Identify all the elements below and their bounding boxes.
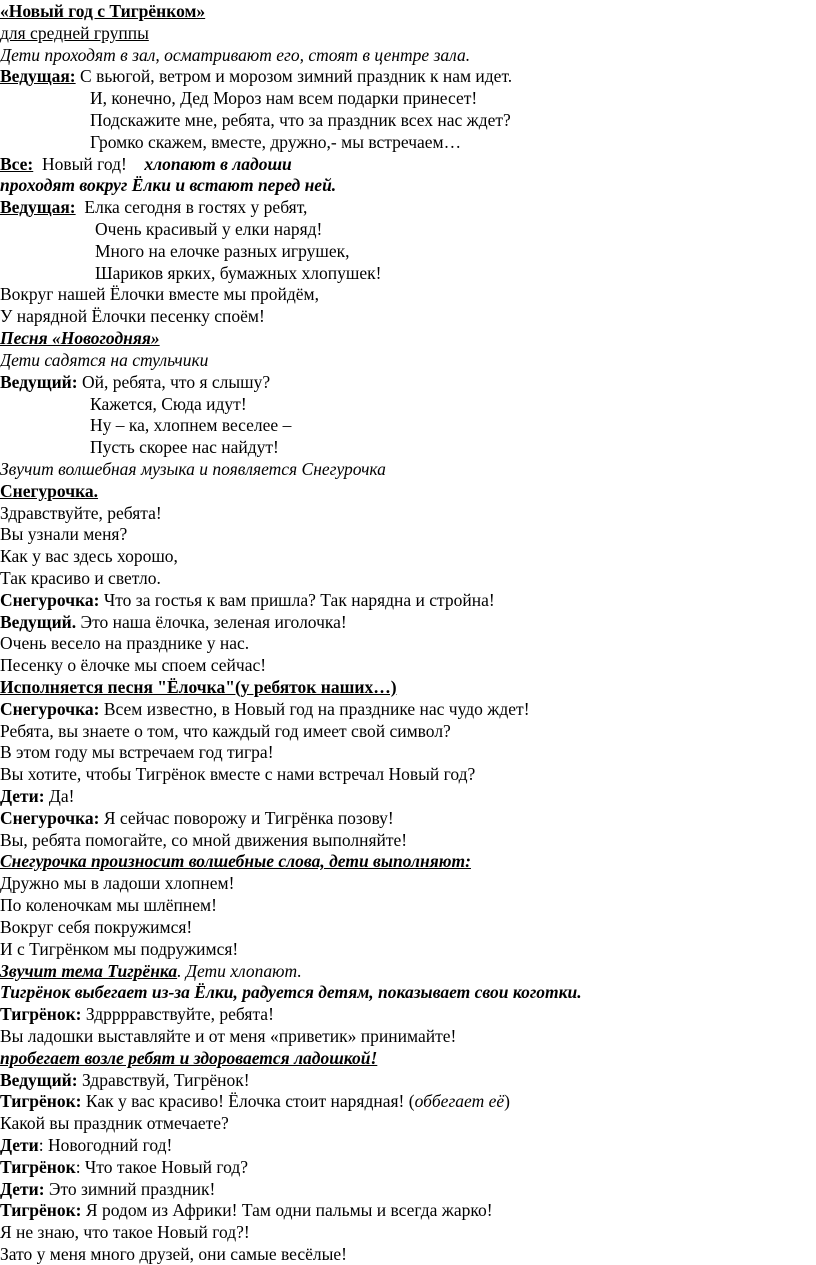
- verse-line: Вы узнали меня?: [0, 524, 128, 544]
- verse-line: Так красиво и светло.: [0, 568, 161, 588]
- stage-direction: пробегает возле ребят и здоровается ладошкой!: [0, 1048, 378, 1068]
- verse-line: Вы ладошки выставляйте и от меня «приветик» принимайте!: [0, 1026, 457, 1046]
- verse-line: Я не знаю, что такое Новый год?!: [0, 1222, 250, 1242]
- stage-direction: оббегает её: [414, 1091, 505, 1111]
- dialogue-line: [0, 1069, 250, 1091]
- dialogue-line: [0, 1090, 510, 1112]
- verse-line: Здравствуйте, ребята!: [0, 503, 162, 523]
- doc-subtitle: для средней группы: [0, 23, 149, 43]
- stage-direction: Звучит волшебная музыка и появляется Снегурочка: [0, 459, 386, 479]
- stage-direction: Тигрёнок выбегает из-за Ёлки, радуется детям, показывает свои коготки.: [0, 982, 582, 1002]
- dialogue-line: [0, 1003, 274, 1025]
- line-text: Здрррравствуйте, ребята!: [81, 1004, 274, 1024]
- speaker-label: Дети:: [0, 786, 45, 806]
- line-text: : Что такое Новый год?: [75, 1157, 248, 1177]
- dialogue-line: [0, 611, 347, 633]
- line-text: Как у вас красиво! Ёлочка стоит нарядная! (: [81, 1091, 415, 1111]
- song-heading: Песня «Новогодняя»: [0, 328, 160, 348]
- verse-line: Громко скажем, вместе, дружно,- мы встречаем…: [90, 132, 462, 152]
- speaker-label: Все:: [0, 154, 34, 174]
- music-cue: Звучит тема Тигрёнка: [0, 961, 178, 981]
- dialogue-line: [0, 1178, 215, 1200]
- dialogue-line: [0, 589, 495, 611]
- verse-line: У нарядной Ёлочки песенку споём!: [0, 306, 265, 326]
- stage-direction: Дети проходят в зал, осматривают его, стоят в центре зала.: [0, 45, 471, 65]
- speaker-heading: Снегурочка.: [0, 481, 99, 501]
- verse-line: Шариков ярких, бумажных хлопушек!: [95, 263, 382, 283]
- dialogue-line: [0, 1199, 493, 1221]
- song-heading: Исполняется песня "Ёлочка"(у ребяток наших…): [0, 677, 397, 697]
- line-text: Новый год!: [33, 154, 145, 174]
- speaker-label: Ведущий.: [0, 612, 77, 632]
- line-text: Ой, ребята, что я слышу?: [77, 372, 271, 392]
- speaker-label: Ведущая:: [0, 66, 76, 86]
- verse-line: Вокруг себя покружимся!: [0, 917, 193, 937]
- verse-line: Очень красивый у елки наряд!: [95, 219, 323, 239]
- verse-line: И, конечно, Дед Мороз нам всем подарки принесет!: [90, 88, 478, 108]
- speaker-label: Тигрёнок:: [0, 1200, 82, 1220]
- dialogue-line: [0, 371, 270, 393]
- line-text: Это наша ёлочка, зеленая иголочка!: [76, 612, 347, 632]
- stage-direction: хлопают в ладоши: [144, 154, 292, 174]
- verse-line: Как у вас здесь хорошо,: [0, 546, 178, 566]
- verse-line: Много на елочке разных игрушек,: [95, 241, 350, 261]
- speaker-label: Снегурочка:: [0, 590, 100, 610]
- stage-direction: [0, 960, 302, 982]
- line-text: . Дети хлопают.: [177, 961, 302, 981]
- speaker-label: Ведущий:: [0, 372, 78, 392]
- dialogue-line: [0, 196, 307, 218]
- line-text: ): [504, 1091, 510, 1111]
- verse-line: Ребята, вы знаете о том, что каждый год имеет свой символ?: [0, 721, 451, 741]
- dialogue-line: [0, 1156, 248, 1178]
- verse-line: И с Тигрёнком мы подружимся!: [0, 939, 239, 959]
- line-text: Что за гостья к вам пришла? Так нарядна и стройна!: [99, 590, 495, 610]
- line-text: Здравствуй, Тигрёнок!: [77, 1070, 250, 1090]
- verse-line: Песенку о ёлочке мы споем сейчас!: [0, 655, 267, 675]
- verse-line: По коленочкам мы шлёпнем!: [0, 895, 217, 915]
- speaker-label: Дети: [0, 1135, 39, 1155]
- line-text: Елка сегодня в гостях у ребят,: [75, 197, 308, 217]
- stage-direction: Снегурочка произносит волшебные слова, дети выполняют:: [0, 851, 471, 871]
- line-text: Это зимний праздник!: [44, 1179, 216, 1199]
- speaker-label: Тигрёнок: [0, 1157, 76, 1177]
- line-text: Да!: [44, 786, 75, 806]
- dialogue-line: [0, 698, 530, 720]
- speaker-label: Дети:: [0, 1179, 45, 1199]
- line-text: Я сейчас поворожу и Тигрёнка позову!: [99, 808, 394, 828]
- line-text: С вьюгой, ветром и морозом зимний праздник к нам идет.: [75, 66, 513, 86]
- verse-line: Пусть скорее нас найдут!: [90, 437, 279, 457]
- speaker-label: Тигрёнок:: [0, 1091, 82, 1111]
- doc-title: «Новый год с Тигрёнком»: [0, 1, 206, 21]
- verse-line: Вы хотите, чтобы Тигрёнок вместе с нами встречал Новый год?: [0, 764, 476, 784]
- speaker-label: Ведущая:: [0, 197, 76, 217]
- verse-line: Подскажите мне, ребята, что за праздник всех нас ждет?: [90, 110, 511, 130]
- stage-direction: проходят вокруг Ёлки и встают перед ней.: [0, 175, 337, 195]
- verse-line: Очень весело на празднике у нас.: [0, 633, 250, 653]
- speaker-label: Снегурочка:: [0, 699, 100, 719]
- verse-line: Вокруг нашей Ёлочки вместе мы пройдём,: [0, 284, 319, 304]
- verse-line: Зато у меня много друзей, они самые весёлые!: [0, 1244, 347, 1264]
- line-text: Я родом из Африки! Там одни пальмы и всегда жарко!: [81, 1200, 493, 1220]
- verse-line: Дружно мы в ладоши хлопнем!: [0, 873, 235, 893]
- dialogue-line: [0, 1134, 172, 1156]
- dialogue-line: [0, 65, 512, 87]
- line-text: Всем известно, в Новый год на празднике нас чудо ждет!: [99, 699, 530, 719]
- speaker-label: Тигрёнок:: [0, 1004, 82, 1024]
- verse-line: Вы, ребята помогайте, со мной движения выполняйте!: [0, 830, 408, 850]
- verse-line: Ну – ка, хлопнем веселее –: [90, 415, 292, 435]
- verse-line: Какой вы праздник отмечаете?: [0, 1113, 229, 1133]
- speaker-label: Снегурочка:: [0, 808, 100, 828]
- verse-line: Кажется, Сюда идут!: [90, 394, 247, 414]
- dialogue-line: [0, 807, 394, 829]
- dialogue-line: [0, 153, 292, 175]
- speaker-label: Ведущий:: [0, 1070, 78, 1090]
- line-text: : Новогодний год!: [38, 1135, 173, 1155]
- verse-line: В этом году мы встречаем год тигра!: [0, 742, 274, 762]
- dialogue-line: [0, 785, 74, 807]
- stage-direction: Дети садятся на стульчики: [0, 350, 209, 370]
